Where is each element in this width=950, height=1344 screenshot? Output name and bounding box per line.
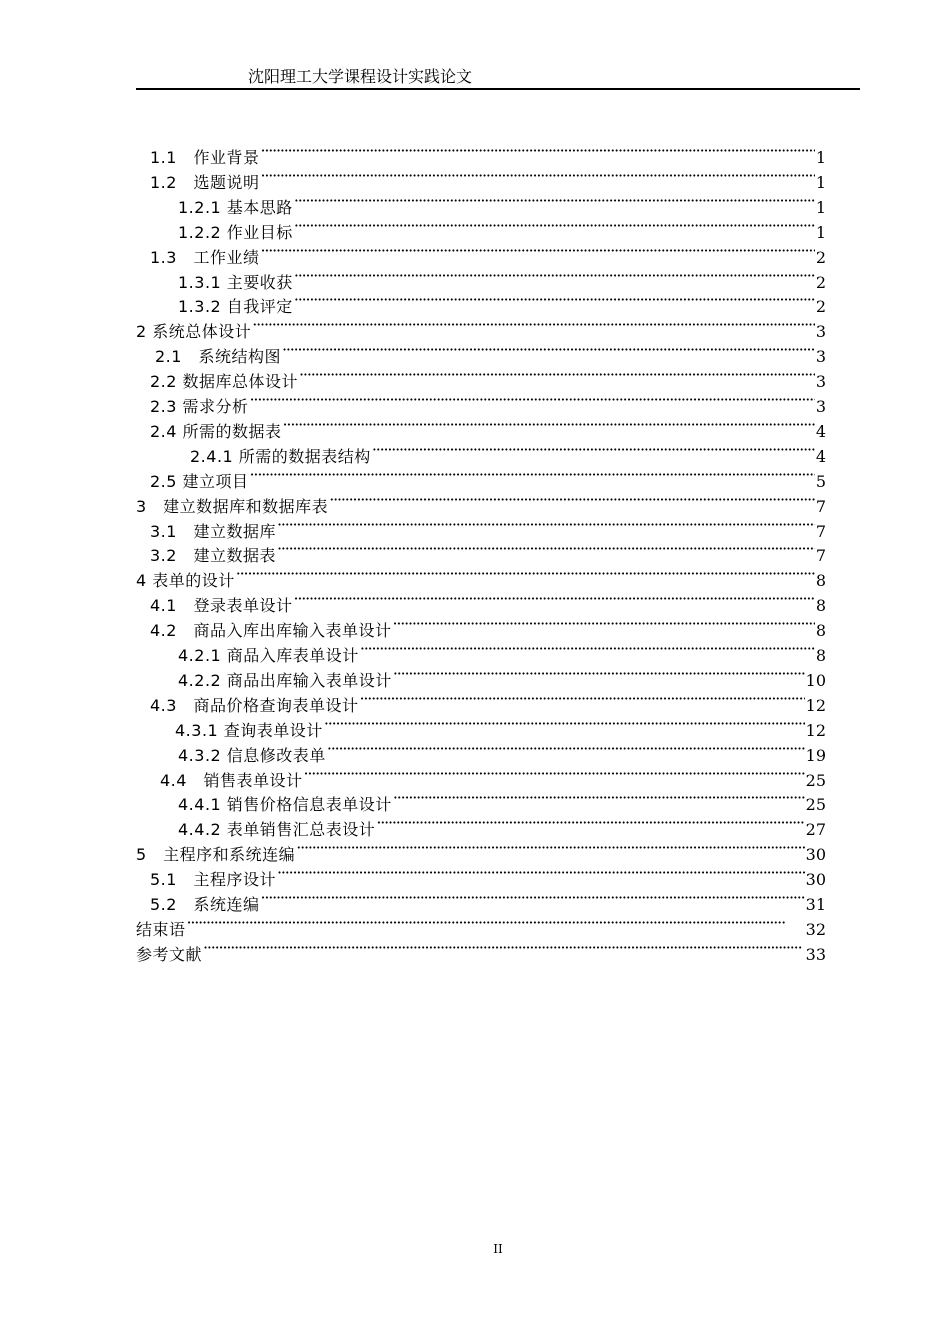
toc-leader-dots — [282, 338, 815, 362]
toc-entry[interactable] — [136, 562, 826, 591]
toc-entry-page: 4 — [815, 446, 826, 466]
toc-entry[interactable] — [190, 438, 826, 466]
toc-entry-page: 12 — [805, 695, 826, 715]
toc-entry-page: 19 — [805, 745, 826, 765]
toc-entry-title: 4 表单的设计 — [136, 571, 235, 591]
toc-entry-page: 1 — [815, 172, 826, 192]
toc-entry-page: 32 — [805, 919, 826, 939]
toc-entry-page: 2 — [815, 247, 826, 267]
toc-leader-dots — [392, 612, 814, 636]
toc-leader-dots — [324, 712, 805, 736]
toc-entry-title: 1.2.1 基本思路 — [178, 197, 293, 217]
toc-entry[interactable] — [150, 612, 826, 641]
toc-leader-dots — [359, 687, 804, 711]
toc-entry-title: 5 主程序和系统连编 — [136, 845, 296, 865]
toc-entry-page: 1 — [815, 222, 826, 242]
toc-entry[interactable] — [150, 463, 826, 491]
toc-entry-title: 1.1 作业背景 — [150, 148, 260, 167]
toc-leader-dots — [329, 488, 815, 512]
toc-entry-page: 8 — [815, 596, 826, 616]
toc-entry-title: 4.4.1 销售价格信息表单设计 — [178, 795, 392, 815]
toc-entry[interactable] — [136, 488, 826, 516]
toc-entry[interactable] — [178, 288, 826, 317]
toc-entry-title: 4.1 登录表单设计 — [150, 596, 293, 616]
toc-leader-dots — [294, 264, 815, 288]
toc-entry[interactable] — [150, 139, 826, 167]
toc-leader-dots — [360, 637, 815, 661]
toc-leader-dots — [299, 363, 815, 387]
toc-entry[interactable] — [150, 363, 826, 392]
toc-entry-title: 4.3 商品价格查询表单设计 — [150, 695, 359, 715]
toc-entry-title: 参考文献 — [136, 944, 203, 964]
toc-entry-title: 1.3.1 主要收获 — [178, 272, 293, 292]
toc-entry[interactable] — [178, 189, 826, 217]
toc-entry-title: 1.2.2 作业目标 — [178, 222, 293, 242]
toc-leader-dots — [260, 164, 814, 188]
toc-entry-page: 10 — [805, 670, 826, 690]
toc-entry-page: 5 — [815, 471, 826, 491]
toc-entry-page: 8 — [815, 621, 826, 641]
toc-entry-title: 5.2 系统连编 — [150, 895, 260, 914]
toc-entry-title: 2.2 数据库总体设计 — [150, 372, 299, 392]
toc-entry-title: 2.1 系统结构图 — [155, 347, 281, 367]
toc-leader-dots — [303, 762, 804, 786]
toc-entry-title: 4.4.2 表单销售汇总表设计 — [178, 820, 376, 840]
toc-leader-dots — [260, 239, 814, 263]
toc-leader-dots — [372, 438, 815, 462]
toc-entry-title: 2 系统总体设计 — [136, 322, 252, 342]
toc-entry-title: 2.4.1 所需的数据表结构 — [190, 446, 371, 466]
toc-leader-dots — [294, 288, 815, 312]
toc-leader-dots — [260, 886, 804, 910]
toc-leader-dots — [283, 413, 815, 437]
toc-entry-page: 3 — [815, 397, 826, 416]
toc-entry[interactable] — [150, 537, 826, 566]
toc-entry-title: 2.3 需求分析 — [150, 397, 249, 416]
toc-entry-page: 30 — [805, 870, 826, 890]
toc-leader-dots — [296, 836, 804, 860]
toc-entry-page: 7 — [815, 546, 826, 566]
toc-entry[interactable] — [136, 836, 826, 865]
toc-entry[interactable] — [150, 239, 826, 267]
page-number: II — [493, 1242, 503, 1256]
toc-entry-title: 1.2 选题说明 — [150, 172, 260, 192]
toc-entry-title: 1.3 工作业绩 — [150, 247, 260, 267]
toc-entry[interactable] — [136, 936, 826, 964]
toc-entry[interactable] — [178, 637, 826, 665]
toc-entry-title: 4.2 商品入库出库输入表单设计 — [150, 621, 392, 641]
toc-entry-page: 3 — [815, 347, 826, 367]
toc-entry[interactable] — [150, 687, 826, 715]
toc-entry-page: 25 — [805, 770, 826, 790]
toc-entry-title: 4.2.2 商品出库输入表单设计 — [178, 670, 392, 690]
toc-entry-title: 3 建立数据库和数据库表 — [136, 496, 329, 516]
toc-entry-page: 33 — [805, 944, 826, 964]
toc-leader-dots — [252, 313, 815, 337]
toc-entry[interactable] — [155, 338, 826, 367]
toc-entry[interactable] — [178, 662, 826, 690]
toc-entry-page: 4 — [815, 421, 826, 441]
toc-entry-page: 3 — [815, 372, 826, 392]
toc-entry[interactable] — [136, 313, 826, 342]
toc-entry-title: 2.4 所需的数据表 — [150, 421, 282, 441]
toc-entry[interactable] — [178, 214, 826, 242]
running-header-title: 沈阳理工大学课程设计实践论文 — [248, 67, 473, 86]
toc-entry-title: 3.1 建立数据库 — [150, 521, 276, 541]
toc-entry-title: 4.3.2 信息修改表单 — [178, 745, 326, 765]
toc-entry[interactable] — [150, 861, 826, 890]
toc-entry[interactable] — [178, 264, 826, 292]
toc-entry[interactable] — [178, 811, 826, 840]
toc-leader-dots — [294, 214, 815, 238]
toc-leader-dots — [203, 936, 805, 960]
toc-leader-dots — [376, 811, 804, 835]
toc-entry-page: 8 — [815, 571, 826, 591]
toc-entry-page: 7 — [815, 496, 826, 516]
toc-entry-page: 1 — [815, 197, 826, 217]
toc-entry-title: 2.5 建立项目 — [150, 471, 249, 491]
toc-entry[interactable] — [150, 886, 826, 914]
toc-entry[interactable] — [150, 413, 826, 441]
toc-leader-dots — [250, 388, 815, 412]
toc-leader-dots — [393, 786, 805, 810]
toc-entry[interactable] — [136, 911, 826, 939]
toc-leader-dots — [260, 139, 814, 163]
toc-leader-dots — [294, 189, 815, 213]
toc-entry-title: 5.1 主程序设计 — [150, 870, 276, 890]
toc-entry[interactable] — [150, 513, 826, 541]
toc-leader-dots — [277, 537, 815, 561]
toc-entry[interactable] — [150, 164, 826, 192]
toc-entry-page: 1 — [815, 148, 826, 167]
toc-entry-page: 2 — [815, 297, 826, 317]
toc-entry-page: 31 — [805, 895, 826, 914]
toc-entry[interactable] — [178, 737, 826, 765]
toc-entry-title: 结束语 — [136, 919, 186, 939]
toc-entry-title: 4.2.1 商品入库表单设计 — [178, 646, 359, 665]
toc-entry[interactable] — [150, 587, 826, 616]
toc-leader-dots — [327, 737, 805, 761]
toc-leader-dots — [277, 513, 815, 537]
toc-entry[interactable] — [160, 762, 826, 790]
toc-leader-dots — [187, 911, 805, 935]
toc-entry-page: 30 — [805, 845, 826, 865]
toc-entry[interactable] — [178, 786, 826, 815]
toc-entry[interactable] — [150, 388, 826, 416]
toc-entry-title: 1.3.2 自我评定 — [178, 297, 293, 317]
toc-entry-page: 27 — [805, 820, 826, 840]
toc-leader-dots — [236, 562, 815, 586]
toc-leader-dots — [393, 662, 805, 686]
toc-entry-page: 2 — [815, 272, 826, 292]
toc-entry-page: 25 — [805, 795, 826, 815]
toc-entry-page: 7 — [815, 521, 826, 541]
toc-entry-title: 3.2 建立数据表 — [150, 546, 276, 566]
toc-entry[interactable] — [175, 712, 826, 740]
toc-entry-title: 4.3.1 查询表单设计 — [175, 720, 323, 740]
toc-entry-page: 12 — [805, 720, 826, 740]
toc-entry-title: 4.4 销售表单设计 — [160, 770, 303, 790]
toc-leader-dots — [293, 587, 814, 611]
toc-entry-page: 8 — [815, 646, 826, 665]
toc-leader-dots — [250, 463, 815, 487]
toc-entry-page: 3 — [815, 322, 826, 342]
toc-leader-dots — [277, 861, 805, 885]
header-divider — [136, 88, 860, 90]
